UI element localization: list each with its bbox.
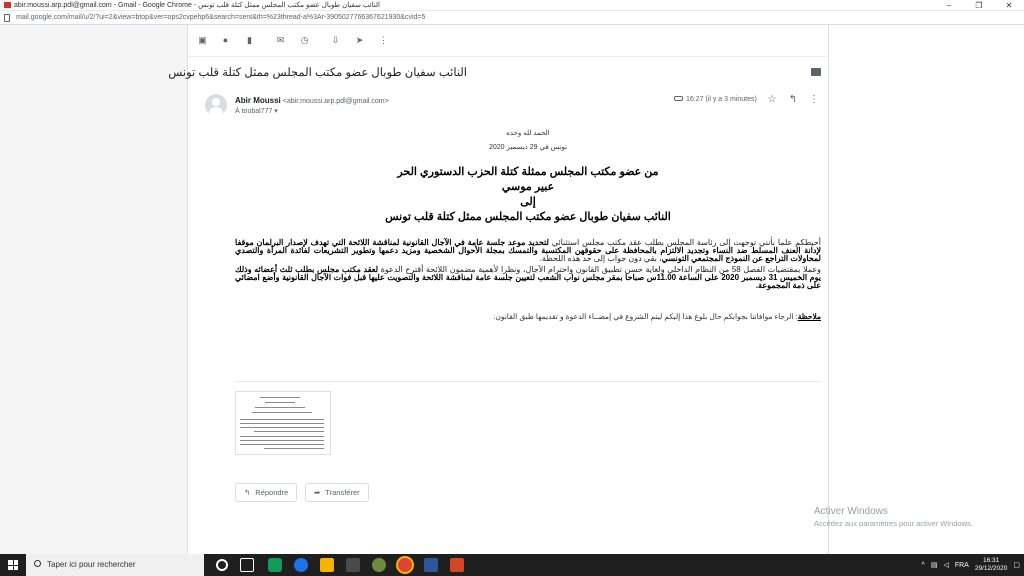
search-placeholder: Taper ici pour rechercher xyxy=(47,560,136,569)
volume-icon[interactable]: ◁ xyxy=(943,562,949,569)
attachment-divider xyxy=(235,381,821,382)
move-to-icon[interactable]: ⇩ xyxy=(331,35,340,45)
maximize-button[interactable]: ❐ xyxy=(975,1,983,10)
from-name: عبير موسي xyxy=(501,181,555,193)
note-line: ملاحظة: الرجاء موافاتنا بجوابكم حال بلوغ هذا إليكم ليتم الشروع في إمضــاء الدعوة و تقديمها طبق القانون. xyxy=(493,312,821,321)
address-bar[interactable] xyxy=(0,11,1024,25)
opening-line: الحمد لله وحده xyxy=(506,130,550,137)
edge-browser-icon[interactable] xyxy=(294,558,308,572)
show-hidden-icon[interactable]: ^ xyxy=(921,561,925,569)
clock[interactable]: 16:31 29/12/2020 xyxy=(974,557,1008,572)
thumbnail-line xyxy=(265,402,295,403)
language-indicator[interactable]: FRA xyxy=(954,561,969,569)
thumbnail-line xyxy=(240,419,324,420)
forward-arrow-icon: ➦ xyxy=(314,488,321,497)
window-controls xyxy=(934,0,1024,11)
chrome-icon[interactable] xyxy=(398,558,412,572)
label-icon[interactable]: ➤ xyxy=(355,35,364,45)
cortana-icon[interactable] xyxy=(216,559,228,571)
file-explorer-icon[interactable] xyxy=(320,558,334,572)
left-background xyxy=(0,25,187,554)
to-line: النائب سفيان طوبال عضو مكتب المجلس ممثل كتلة قلب تونس xyxy=(385,211,671,223)
minimize-button[interactable]: – xyxy=(946,1,952,10)
attachment-thumbnail[interactable] xyxy=(235,391,331,455)
thumbnail-line xyxy=(260,397,300,398)
recipient-details[interactable]: À toubal777 ▾ xyxy=(235,108,278,115)
close-button[interactable]: ✕ xyxy=(1005,1,1013,10)
to-word: إلى xyxy=(520,196,536,208)
star-icon[interactable]: ☆ xyxy=(767,94,777,105)
from-line: من عضو مكتب المجلس ممثلة كتلة الحزب الدستوري الحر xyxy=(397,166,659,178)
forward-button[interactable]: ➦ Transférer xyxy=(305,483,369,502)
gmail-favicon-icon xyxy=(4,2,11,8)
date-line: تونس في 29 ديسمبر 2020 xyxy=(488,144,568,151)
right-background xyxy=(828,25,1024,554)
url-text[interactable]: mail.google.com/mail/u/2/?ui=2&view=btop&ver=ops2cvpehp6&search=sent&th=%23thread-a%3Ar-3905027766367621930&cvid=5 xyxy=(16,14,426,21)
task-view-icon[interactable] xyxy=(240,558,254,572)
delete-icon[interactable]: ▮ xyxy=(247,35,252,45)
thumbnail-line xyxy=(240,423,324,424)
thumbnail-line xyxy=(240,427,324,428)
email-body xyxy=(235,125,821,321)
taskbar xyxy=(0,554,1024,576)
paragraph-2: وعملا بمقتضيات الفصل 58 من النظام الداخلي ولغاية حسن تطبيق القانون واحترام الآجال، ونظرا لأهمية مضمون اللائحة أقترح الدعوة لعقد مكتب مجلس بطلب ثلث أعضائه وذلك يوم الخميس 31 ديسمبر 2020 على الساعة 11.00س صباحا بمقر مجلس نواب الشعب لتعيين جلسة عامة لمناقشة اللائحة والتصويت عليها قبل فوات الآجال القانونية وأضع امضائي على ذمة المجموعة. xyxy=(235,265,821,290)
note-label: ملاحظة xyxy=(797,312,821,321)
thumbnail-line xyxy=(240,444,324,445)
avatar[interactable] xyxy=(205,94,227,116)
word-icon[interactable] xyxy=(424,558,438,572)
notifications-icon[interactable]: ▢ xyxy=(1013,562,1020,569)
thumbnail-line xyxy=(240,440,324,441)
mark-unread-icon[interactable]: ✉ xyxy=(276,35,285,45)
search-icon xyxy=(34,560,41,567)
reply-arrow-icon: ↰ xyxy=(244,488,251,497)
email-view xyxy=(168,25,828,554)
activate-windows-watermark: Activer Windows Accédez aux paramètres pour activer Windows. xyxy=(814,506,973,528)
report-spam-icon[interactable]: ● xyxy=(222,35,229,45)
attachment-icon xyxy=(674,96,683,101)
email-toolbar xyxy=(188,25,829,57)
paragraph-1: أحيطكم علما بأنني توجهت إلى رئاسة المجلس بطلب عقد مكتب مجلس استثنائي لتحديد موعد جلسة عامة في الآجال القانونية لمناقشة اللائحة التي تهدف لإصدار البرلمان موقفا لإدانة العنف المسلط ضد النساء وتجديد الالتزام بالمحافظة على حقوقهن المكتسبة والتمسك بمجلة الأحوال الشخصية ومزيد دعمها وتطوير التشريعات لفائدة المرأة والتصدي لمحاولات التراجع عن النموذج المجتمعي التونسي، بقي دون جواب إلى حد هذه اللحظة. xyxy=(235,238,821,263)
app-icon[interactable] xyxy=(372,558,386,572)
thumbnail-line xyxy=(264,448,324,449)
sender-info xyxy=(235,96,389,105)
sender-email: <abir.moussi.arp.pdl@gmail.com> xyxy=(282,98,389,105)
thumbnail-line xyxy=(252,412,312,413)
network-icon[interactable]: ▤ xyxy=(930,562,938,569)
edge-icon[interactable] xyxy=(268,558,282,572)
email-subject: النائب سفيان طوبال عضو مكتب المجلس ممثل كتلة قلب تونس xyxy=(168,67,467,79)
print-icon[interactable] xyxy=(811,68,821,76)
window-title: abir.moussi.arp.pdl@gmail.com - Gmail - Google Chrome - النائب سفيان طوبال عضو مكتب المجلس ممثل كتلة قلب تونس xyxy=(4,0,380,11)
thumbnail-line xyxy=(254,431,324,432)
thumbnail-line xyxy=(255,407,305,408)
taskbar-search[interactable] xyxy=(26,554,204,576)
lock-icon xyxy=(4,14,10,22)
windows-start-icon[interactable] xyxy=(8,560,18,570)
more-icon[interactable]: ⋮ xyxy=(379,35,388,45)
archive-icon[interactable]: ▣ xyxy=(198,35,207,45)
powerpoint-icon[interactable] xyxy=(450,558,464,572)
email-timestamp: 16:27 (il y a 3 minutes) xyxy=(674,96,757,103)
reply-button[interactable]: ↰ Répondre xyxy=(235,483,297,502)
store-icon[interactable] xyxy=(346,558,360,572)
sender-name[interactable]: Abir Moussi xyxy=(235,96,281,105)
window-title-bar xyxy=(0,0,1024,11)
reply-icon[interactable]: ↰ xyxy=(788,94,798,105)
more-options-icon[interactable]: ⋮ xyxy=(809,94,819,105)
thumbnail-line xyxy=(240,436,324,437)
system-tray xyxy=(922,554,1020,576)
snooze-icon[interactable]: ◷ xyxy=(300,35,309,45)
